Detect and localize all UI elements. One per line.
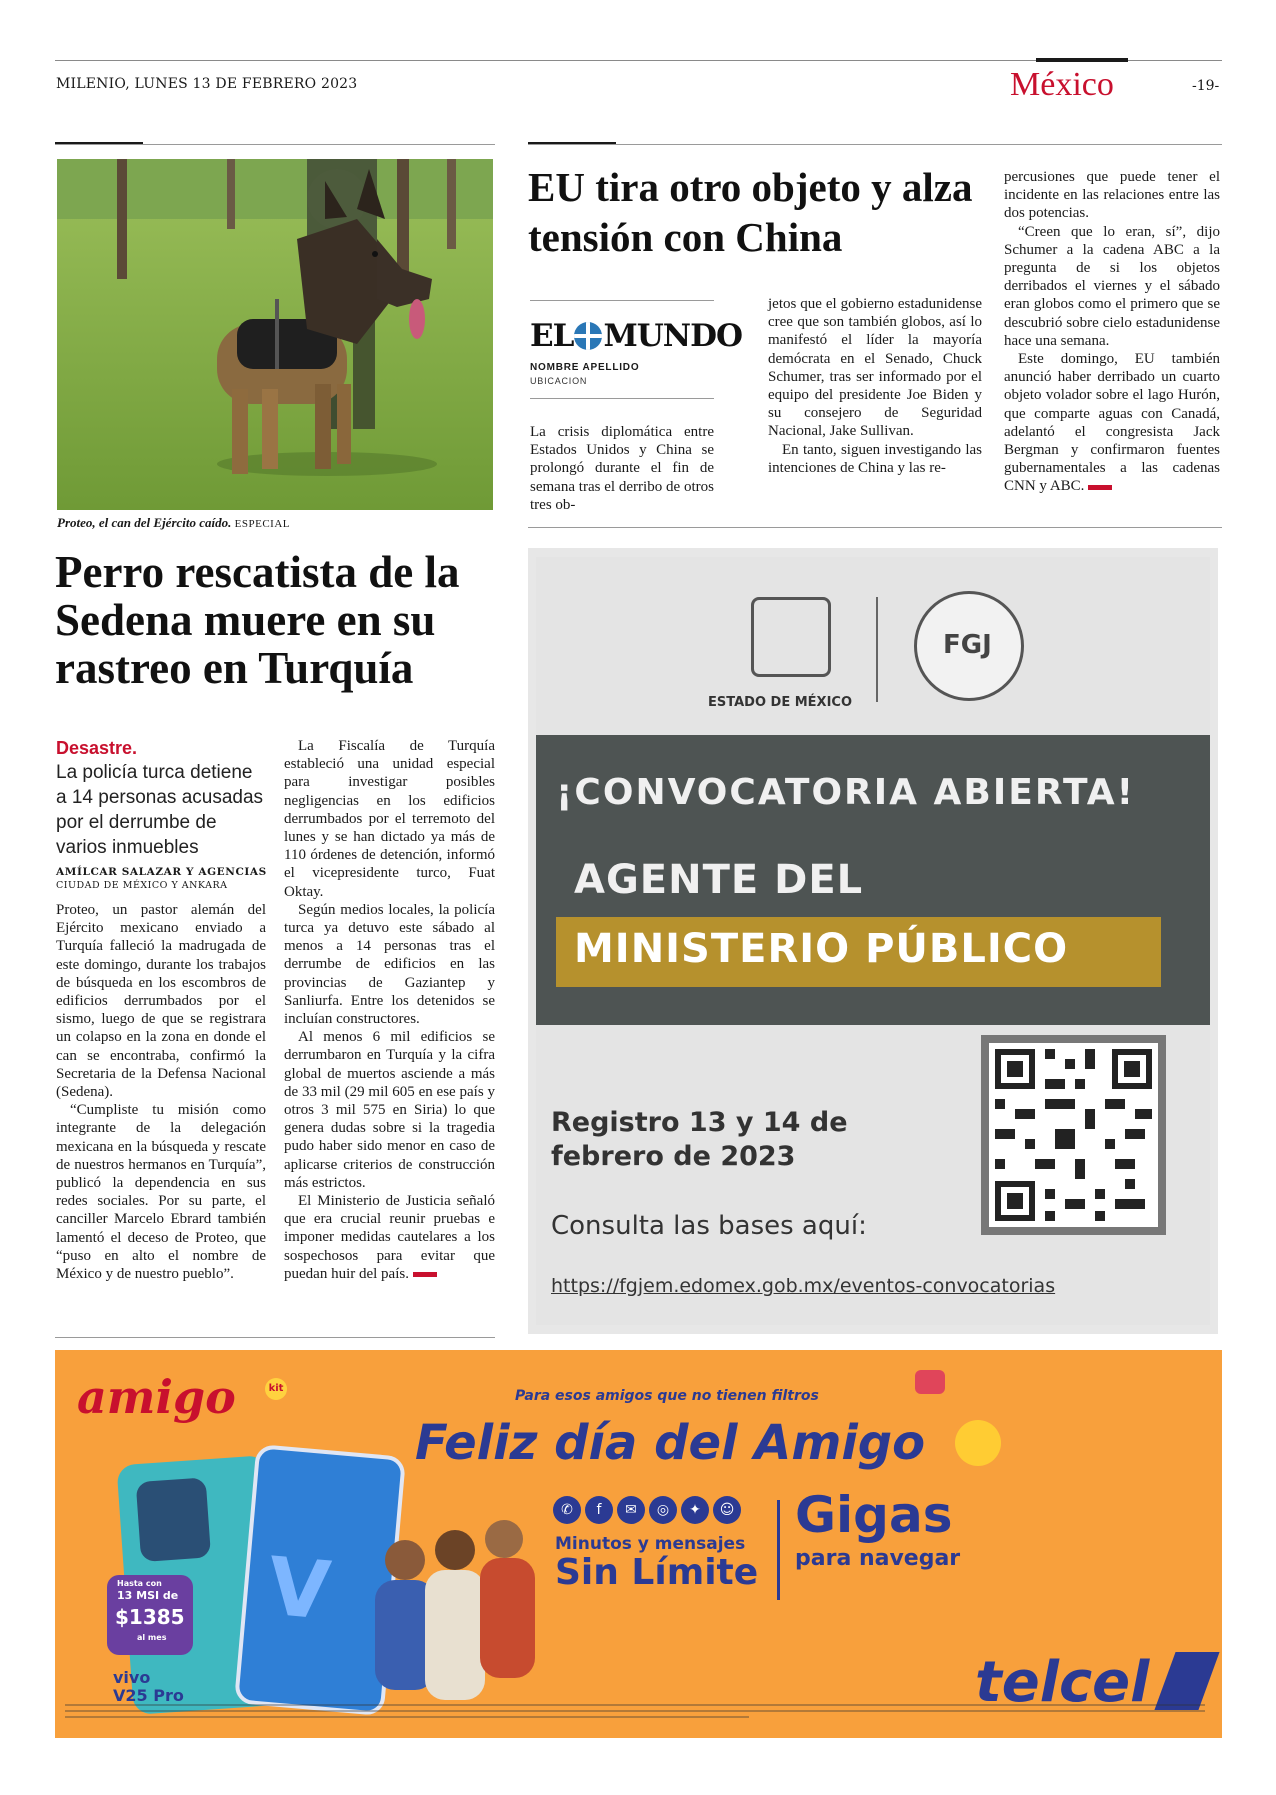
el-mundo-logo <box>530 318 742 354</box>
phone-brand: vivo <box>113 1668 151 1687</box>
dog-photo <box>57 159 493 510</box>
paragraph: En tanto, siguen investigando las intenciones de China y las re- <box>768 441 982 476</box>
photo-caption <box>57 515 290 531</box>
registro-line-1: Registro 13 y 14 de <box>551 1107 848 1138</box>
price-msi: 13 MSI de <box>117 1589 179 1602</box>
amigo-logo: amigo <box>77 1370 236 1424</box>
globe-icon <box>574 322 602 350</box>
dog-story-headline: Perro rescatista de la Sedena muere en su rastreo en Turquía <box>55 547 460 693</box>
price-badge <box>107 1575 193 1655</box>
china-story-column-3 <box>1004 168 1220 496</box>
china-story-author: NOMBRE APELLIDO <box>530 362 640 373</box>
messenger-icon: ✉ <box>617 1496 645 1524</box>
logo-divider <box>876 597 878 702</box>
state-label: ESTADO DE MÉXICO <box>708 695 852 710</box>
para-navegar: para navegar <box>795 1546 961 1571</box>
fgj-seal-text: FGJ <box>943 630 992 660</box>
fgj-ad-footer <box>536 1025 1210 1325</box>
fgj-convocatoria-ad[interactable] <box>528 548 1218 1334</box>
v-logo-icon: V <box>264 1539 335 1638</box>
phone-model: V25 Pro <box>113 1686 184 1705</box>
registro-line-2: febrero de 2023 <box>551 1141 796 1172</box>
dog-story-byline: AMÍLCAR SALAZAR Y AGENCIAS <box>56 866 267 878</box>
paragraph: jetos que el gobierno estadunidense cree que son también globos, así lo manifestó el líder la mayoría demócrata en el Senado, Chuck Schumer, tras ser informado por el equipo del presidente Joe Biden y su consejero de Seguridad Nacional, Jake Sullivan. <box>768 296 982 440</box>
section-name: México <box>1010 66 1114 103</box>
paragraph-text: Este domingo, EU también anunció haber derribado un cuarto objeto volador sobre el lago Hurón, que comparte aguas con Canadá, adelantó el congresista Jack Bergman y confirmaron fuentes gubernamentales a las cadenas CNN y ABC. <box>1004 351 1220 495</box>
ministerio-publico: MINISTERIO PÚBLICO <box>574 926 1069 972</box>
ad-divider <box>777 1500 780 1600</box>
end-mark <box>1088 485 1112 490</box>
fgj-ad-header <box>536 557 1210 735</box>
whatsapp-icon: ✆ <box>553 1496 581 1524</box>
telcel-amigo-ad[interactable] <box>55 1350 1222 1738</box>
estado-de-mexico-seal-icon <box>751 597 831 677</box>
paragraph: percusiones que puede tener el incidente en las relaciones entre las dos potencias. <box>1004 169 1220 222</box>
price-top: Hasta con <box>117 1579 162 1588</box>
twitter-icon: ✦ <box>681 1496 709 1524</box>
sunglasses-emoji-icon <box>955 1420 1001 1466</box>
friends-group-image <box>375 1500 545 1730</box>
fgj-seal-icon <box>914 591 1024 701</box>
ad-title: Feliz día del Amigo <box>415 1415 926 1471</box>
proteo-photo-illustration <box>57 159 493 510</box>
china-story-headline: EU tira otro objeto y alza tensión con China <box>528 164 973 260</box>
minutos-mensajes: Minutos y mensajes <box>555 1534 746 1554</box>
paragraph: La crisis diplomática entre Estados Unidos y China se prolongó durante el fin de semana tras el derribo de otros tres ob- <box>530 424 714 513</box>
logo-text-left: EL <box>530 318 574 354</box>
story-bottom-rule <box>55 1337 495 1338</box>
logo-bottom-rule <box>530 398 714 399</box>
consulta-bases: Consulta las bases aquí: <box>551 1211 867 1241</box>
dog-story-subhead: La policía turca detiene a 14 personas acusadas por el derrumbe de varios inmuebles <box>56 762 264 858</box>
dog-story-location: CIUDAD DE MÉXICO Y ANKARA <box>56 880 228 891</box>
end-mark <box>413 1272 437 1277</box>
china-story-column-2 <box>768 295 982 477</box>
china-story-bottom-rule <box>528 527 1222 528</box>
china-story-location: UBICACION <box>530 376 588 386</box>
qr-code-icon <box>981 1035 1166 1235</box>
section-accent-bar <box>1036 58 1128 62</box>
paragraph: “Cumpliste tu misión como integrante de la delegación mexicana en la búsqueda y rescate de nuestros hermanos en Turquía”, publicó la dependencia en sus redes sociales. Por su parte, el canciller Marcelo Ebrard también lamentó el deceso de Proteo, que “puso en alto el nombre de México y de nuestro pueblo”. <box>56 1102 266 1283</box>
price-bottom: al mes <box>137 1633 167 1642</box>
caption-credit: ESPECIAL <box>234 518 290 530</box>
dog-story-kicker: Desastre. <box>56 738 138 758</box>
caption-lead: Proteo, el can del Ejército caído. <box>57 515 232 530</box>
page-number: -19- <box>1192 78 1220 94</box>
column-rule <box>528 144 1222 145</box>
paragraph <box>284 1192 495 1283</box>
heart-bubble-icon <box>915 1370 945 1394</box>
kit-badge: kit <box>265 1378 287 1400</box>
paragraph: La Fiscalía de Turquía estableció una unidad especial para investigar posibles negligencias en los edificios derrumbados por el terremoto del lunes y se han dictado ya más de 110 órdenes de detención, informó el vicepresidente turco, Fuat Oktay. <box>284 738 495 900</box>
convocatoria-abierta: ¡CONVOCATORIA ABIERTA! <box>556 772 1135 813</box>
paragraph: Según medios locales, la policía turca ya detuvo este sábado al menos a 14 personas tras el derrumbe de edificios en las provincias de Gaziantep y Sanliurfa. Entre los detenidos se incluían constructores. <box>284 901 495 1028</box>
gigas: Gigas <box>795 1486 953 1544</box>
logo-top-rule <box>530 300 714 301</box>
logo-text-right: MUNDO <box>603 318 743 354</box>
paragraph <box>1004 350 1220 496</box>
paragraph: Proteo, un pastor alemán del Ejército mexicano enviado a Turquía falleció la madrugada de este domingo, durante los trabajos de búsqueda en los escombros de edificios derrumbados por el sismo, luego de que se registrara un colapso en la zona en donde el can se encontraba, confirmó la Secretaria de la Defensa Nacional (Sedena). <box>56 902 266 1101</box>
qr-code-frame <box>981 1035 1166 1235</box>
paragraph-text: El Ministerio de Justicia señaló que era crucial reunir pruebas e imponer medidas cautelares a los sospechosos para evitar que puedan huir del país. <box>284 1193 495 1282</box>
paragraph: Al menos 6 mil edificios se derrumbaron en Turquía y la cifra global de muertos asciende a más de 33 mil (29 mil 605 en ese país y otros 3 mil 575 en Siria) lo que genera dudas sobre si la tragedia pudo haber sido menor en caso de aplicarse criterios de construcción más estrictos. <box>284 1029 495 1191</box>
instagram-icon: ◎ <box>649 1496 677 1524</box>
facebook-icon: f <box>585 1496 613 1524</box>
dog-story-column-2 <box>284 737 495 1283</box>
paragraph: “Creen que lo eran, sí”, dijo Schumer a la cadena ABC a la pregunta de si los objetos derribados el viernes y el sábado eran globos como el primero que se descubrió sobre cielo estadunidense hace una semana. <box>1004 223 1220 349</box>
camera-module-icon <box>136 1477 211 1562</box>
snapchat-icon: ☺ <box>713 1496 741 1524</box>
fgj-ad-panel <box>536 557 1210 1325</box>
agente-del: AGENTE DEL <box>574 857 864 903</box>
sin-limite: Sin Límite <box>555 1552 759 1593</box>
price-value: $1385 <box>115 1605 185 1629</box>
china-story-column-1 <box>530 423 714 514</box>
telcel-logo: telcel <box>975 1650 1150 1715</box>
ad-tagline: Para esos amigos que no tienen filtros <box>515 1388 819 1404</box>
convocatoria-url[interactable]: https://fgjem.edomex.gob.mx/eventos-convocatorias <box>551 1275 1056 1297</box>
header-date: MILENIO, LUNES 13 DE FEBRERO 2023 <box>56 76 358 92</box>
legal-fine-print <box>65 1700 1205 1728</box>
dog-story-column-1 <box>56 901 266 1283</box>
column-rule <box>55 144 495 145</box>
